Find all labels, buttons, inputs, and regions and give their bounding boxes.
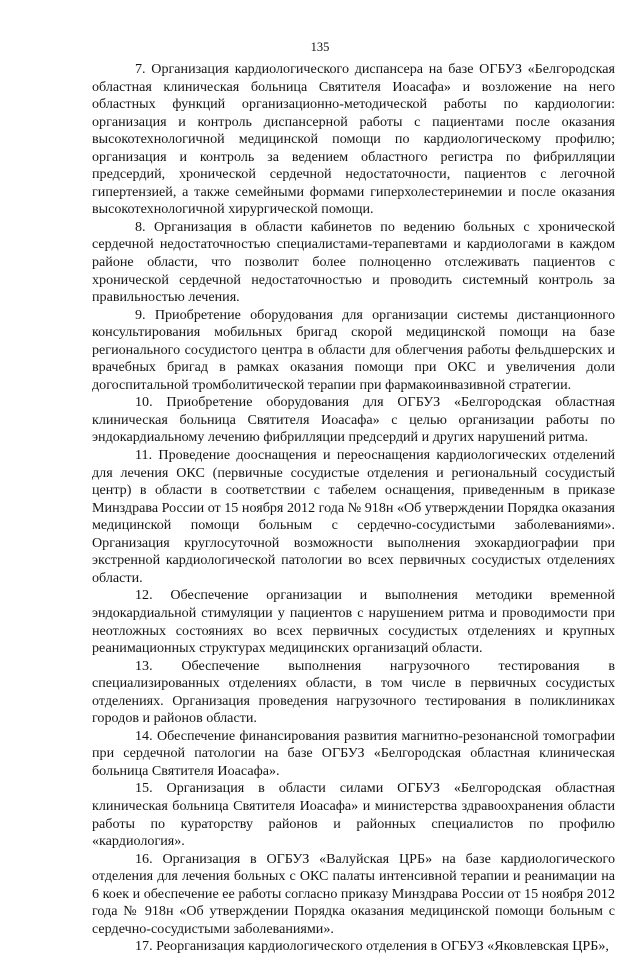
document-body [92, 61, 615, 956]
paragraph-7: 7. Организация кардиологического диспансера на базе ОГБУЗ «Белгородская областная клиническая больница Святителя Иоасафа» и возложение на него областных функций организационно-методической работы по кардиологии: организация и контроль диспансерной работы с пациентами после оказания высокотехнологичной медицинской помощи по кардиологическому профилю; организация и контроль за ведением областного регистра по фибрилляции предсердий, хронической сердечной недостаточности, пациентов с легочной гипертензией, а также семейными формами гиперхолестеринемии и после оказания высокотехнологичной хирургической помощи. [92, 61, 615, 218]
paragraph-17: 17. Реорганизация кардиологического отделения в ОГБУЗ «Яковлевская ЦРБ», [135, 938, 609, 955]
paragraph-8: 8. Организация в области кабинетов по ведению больных с хронической сердечной недостаточностью специалистами-терапевтами и кардиологами в каждом районе области, что позволит более полноценно отслеживать пациентов с хронической сердечной недостаточностью и проводить системный контроль за правильностью лечения. [92, 218, 615, 306]
paragraph-10: 10. Приобретение оборудования для ОГБУЗ «Белгородская областная клиническая больница Святителя Иоасафа» с целью организации работы по эндокардиальному лечению фибрилляции предсердий и других нарушений ритма. [92, 394, 615, 446]
paragraph-13: 13. Обеспечение выполнения нагрузочного тестирования в специализированных отделениях области, в том числе в первичных сосудистых отделениях. Организация проведения нагрузочного тестирования в поликлиниках городов и районов области. [92, 657, 615, 727]
paragraph-16: 16. Организация в ОГБУЗ «Валуйская ЦРБ» на базе кардиологического отделения для лечения больных с ОКС палаты интенсивной терапии и реанимации на 6 коек и обеспечение ее работы согласно приказу Минздрава России от 15 ноября 2012 года № 918н «Об утверждении Порядка оказания медицинской помощи больным с сердечно-сосудистыми заболеваниями». [92, 850, 615, 937]
paragraph-12: 12. Обеспечение организации и выполнения методики временной эндокардиальной стимуляции у пациентов с нарушением ритма и проводимости при неотложных состояниях во всех первичных сосудистых отделениях и крупных реанимационных структурах медицинских организаций области. [92, 587, 615, 657]
paragraph-14: 14. Обеспечение финансирования развития магнитно-резонансной томографии при сердечной патологии на базе ОГБУЗ «Белгородская областная клиническая больница Святителя Иоасафа». [92, 727, 615, 779]
paragraph-9: 9. Приобретение оборудования для организации системы дистанционного консультирования мобильных бригад скорой медицинской помощи на базе регионального сосудистого центра в области для облегчения работы фельдшерских и врачебных бригад в рамках оказания помощи при ОКС и увеличения доли догоспитальной тромболитической терапии при фармакоинвазивной стратегии. [92, 306, 615, 393]
page-number: 135 [310, 40, 330, 54]
paragraph-15: 15. Организация в области силами ОГБУЗ «Белгородская областная клиническая больница Святителя Иоасафа» и министерства здравоохранения области работы по кураторству районов и районных специалистов по профилю «кардиология». [92, 780, 615, 850]
paragraph-11: 11. Проведение дооснащения и переоснащения кардиологических отделений для лечения ОКС (первичные сосудистые отделения и региональный сосудистый центр) в области в соответствии с табелем оснащения, приведенным в приказе Минздрава России от 15 ноября 2012 года № 918н «Об утверждении Порядка оказания медицинской помощи больным с сердечно-сосудистыми заболеваниями». Организация круглосуточной возможности выполнения эхокардиографии при экстренной кардиологической патологии во всех первичных сосудистых отделениях области. [92, 447, 615, 586]
